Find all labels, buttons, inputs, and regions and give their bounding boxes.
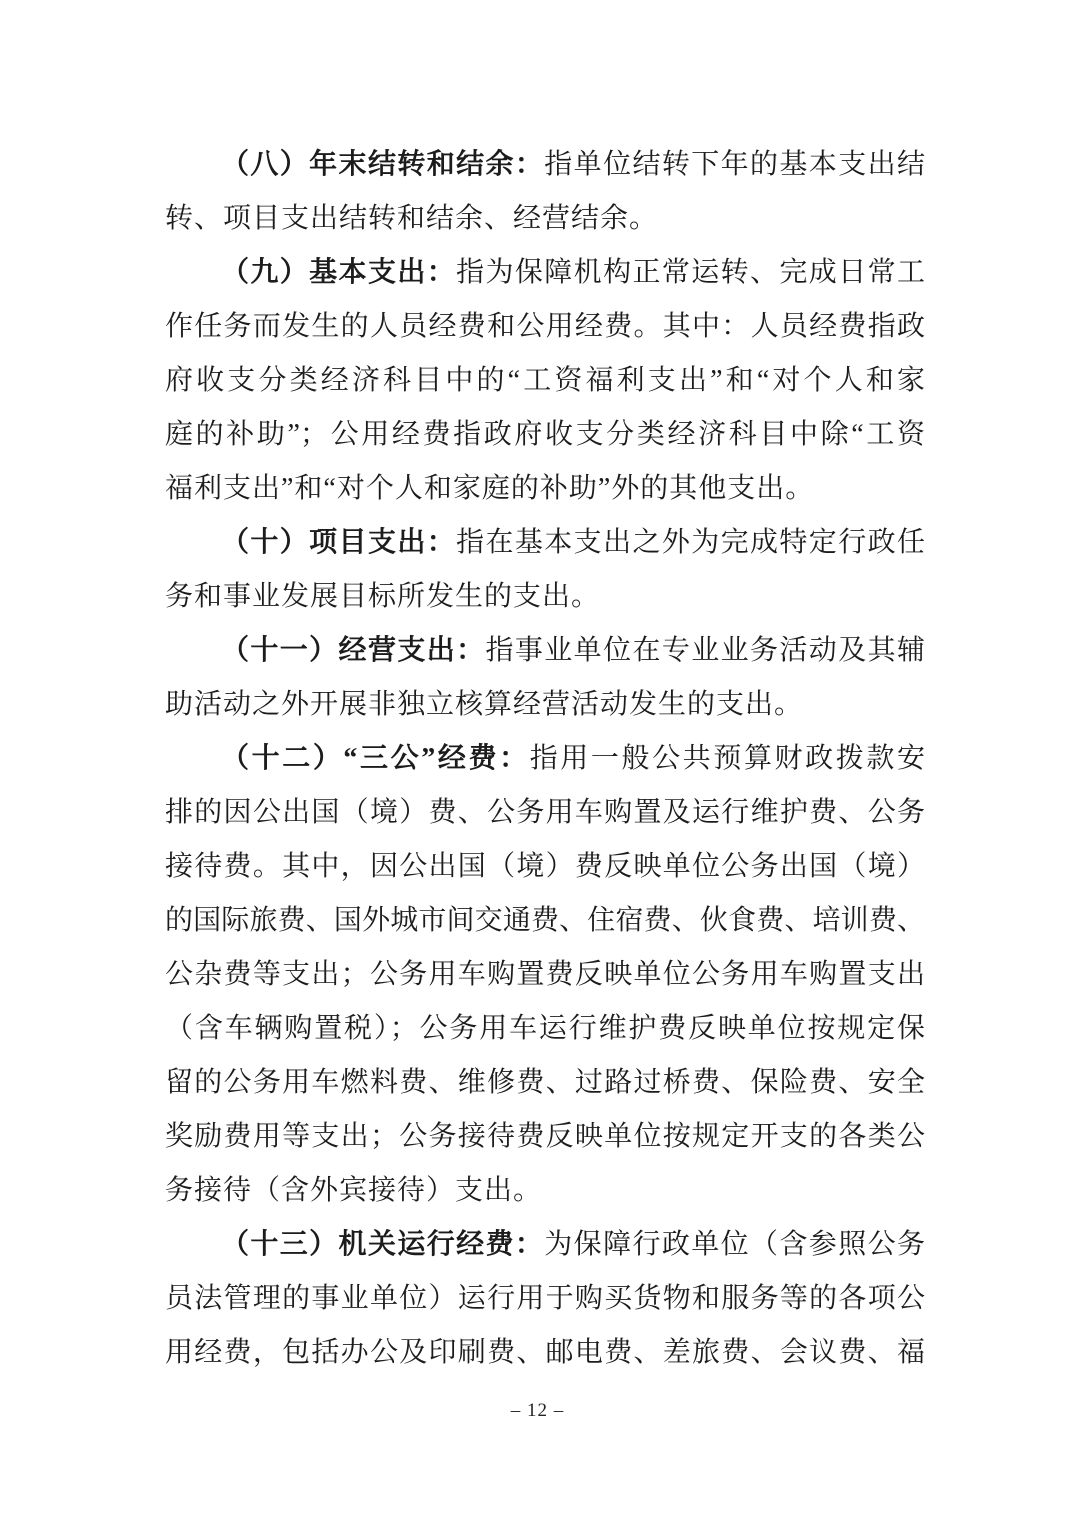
text-line: 转、项目支出结转和结余、经营结余。 [165, 203, 659, 234]
text-line: 员法管理的事业单位）运行用于购买货物和服务等的各项公 [165, 1283, 925, 1314]
term-label: （十）项目支出： [221, 527, 457, 558]
term-label: （十三）机关运行经费： [221, 1229, 545, 1260]
text-line: （十二）“三公”经费：指用一般公共预算财政拨款安 [221, 743, 925, 774]
page-number: – 12 – [510, 1400, 565, 1421]
text-line: （八）年末结转和结余：指单位结转下年的基本支出结 [221, 149, 925, 180]
document-content [165, 138, 925, 1380]
term-label: （九）基本支出： [221, 257, 457, 288]
text-line: 府收支分类经济科目中的“工资福利支出”和“对个人和家 [165, 365, 925, 396]
text-line: 留的公务用车燃料费、维修费、过路过桥费、保险费、安全 [165, 1067, 925, 1098]
text-line: 庭的补助”；公用经费指政府收支分类经济科目中除“工资 [165, 419, 925, 450]
text-line: 用经费，包括办公及印刷费、邮电费、差旅费、会议费、福 [165, 1337, 925, 1368]
text-line: 福利支出”和“对个人和家庭的补助”外的其他支出。 [165, 473, 815, 504]
term-label: （十二）“三公”经费： [221, 743, 530, 774]
page-footer [0, 1400, 1075, 1422]
text-line: （含车辆购置税）；公务用车运行维护费反映单位按规定保 [165, 1013, 925, 1044]
text-line: 接待费。其中，因公出国（境）费反映单位公务出国（境） [165, 851, 925, 882]
text-line: （十一）经营支出：指事业单位在专业业务活动及其辅 [221, 635, 925, 666]
text-line: 排的因公出国（境）费、公务用车购置及运行维护费、公务 [165, 797, 925, 828]
term-label: （十一）经营支出： [221, 635, 486, 666]
text-line: 助活动之外开展非独立核算经营活动发生的支出。 [165, 689, 804, 720]
text-line: 务接待（含外宾接待）支出。 [165, 1175, 543, 1206]
text-line: 奖励费用等支出；公务接待费反映单位按规定开支的各类公 [165, 1121, 925, 1152]
text-line: （九）基本支出：指为保障机构正常运转、完成日常工 [221, 257, 925, 288]
text-line: （十三）机关运行经费：为保障行政单位（含参照公务 [221, 1229, 925, 1260]
text-line: 公杂费等支出；公务用车购置费反映单位公务用车购置支出 [165, 959, 925, 990]
text-line: 作任务而发生的人员经费和公用经费。其中：人员经费指政 [165, 311, 925, 342]
text-line: 务和事业发展目标所发生的支出。 [165, 581, 601, 612]
text-line: 的国际旅费、国外城市间交通费、住宿费、伙食费、培训费、 [165, 905, 925, 936]
term-label: （八）年末结转和结余： [221, 149, 545, 180]
text-line: （十）项目支出：指在基本支出之外为完成特定行政任 [221, 527, 925, 558]
